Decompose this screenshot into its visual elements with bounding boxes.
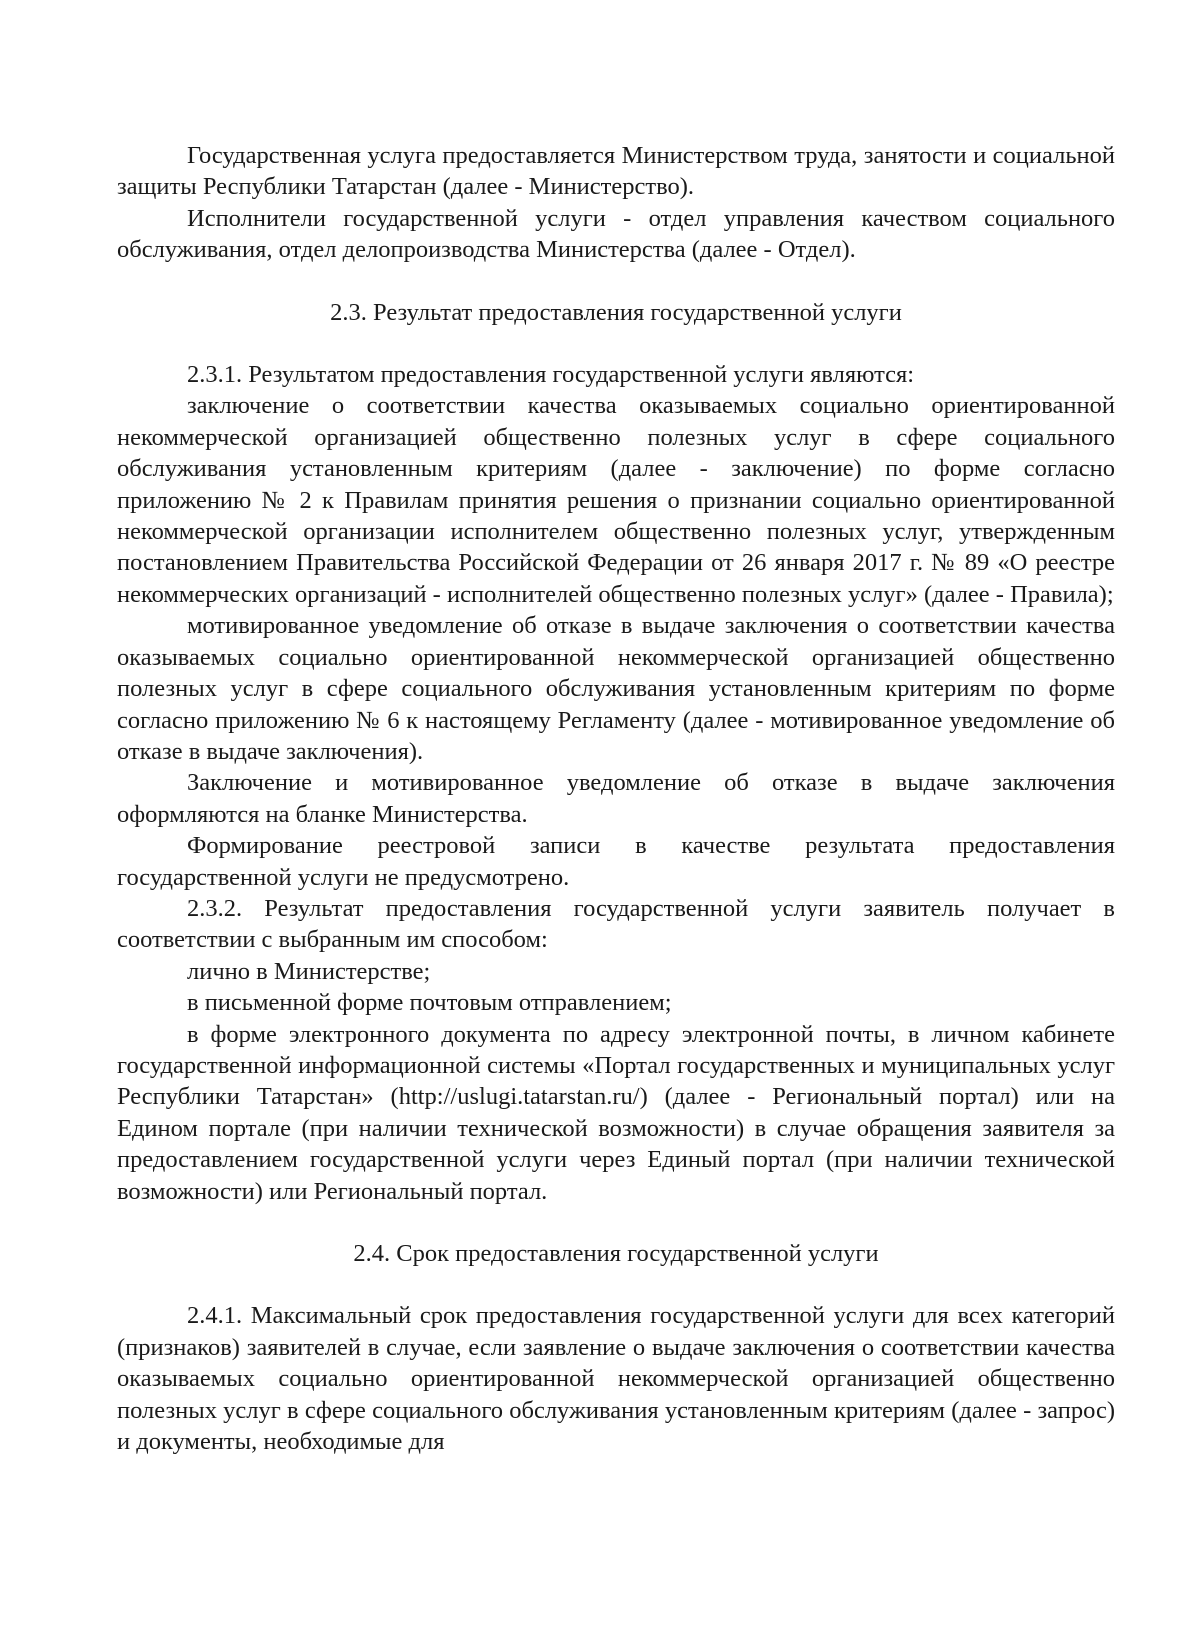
paragraph-refusal-notice: мотивированное уведомление об отказе в выдаче заключения о соответствии качества оказываемых социально ориентированной некоммерческой организацией общественно полезных услуг в сфере социального обслуживания установленным критериям по форме согласно приложению № 6 к настоящему Регламенту (далее - мотивированное уведомление об отказе в выдаче заключения). [117,612,1115,765]
paragraph-registry: Формирование реестровой записи в качестве результата предоставления государственной услуги не предусмотрено. [117,832,1115,891]
paragraph-2-4-1: 2.4.1. Максимальный срок предоставления государственной услуги для всех категорий (признаков) заявителей в случае, если заявление о выдаче заключения о соответствии качества оказываемых социально ориентированной некоммерческой организацией общественно полезных услуг в сфере социального обслуживания установленным критериям (далее - запрос) и документы, необходимые для [117,1302,1115,1456]
paragraph-blank: Заключение и мотивированное уведомление об отказе в выдаче заключения оформляются на бланке Министерства. [117,769,1115,828]
paragraph-2-3-2: 2.3.2. Результат предоставления государственной услуги заявитель получает в соответствии с выбранным им способом: [117,894,1115,954]
list-item-by-mail: в письменной форме почтовым отправлением; [187,989,672,1017]
paragraph-2-3-1: 2.3.1. Результатом предоставления государственной услуги являются: [187,361,915,389]
intro-paragraph-2: Исполнители государственной услуги - отдел управления качеством социального обслуживания, отдел делопроизводства Министерства (далее - Отдел). [117,204,1115,264]
list-item-electronic: в форме электронного документа по адресу электронной почты, в личном кабинете государственной информационной системы «Портал государственных и муниципальных услуг Республики Татарстан» (http://uslugi.tatarstan.ru/) (далее - Региональный портал) или на Едином портале (при наличии технической возможности) в случае обращения заявителя за предоставлением государственной услуги через Единый портал (при наличии технической возможности) или Региональный портал. [117,1020,1115,1205]
section-heading-2-3: 2.3. Результат предоставления государственной услуги [330,298,902,326]
paragraph-conclusion: заключение о соответствии качества оказываемых социально ориентированной некоммерческой организацией общественно полезных услуг в сфере социального обслуживания установленным критериям (далее - заключение) по форме согласно приложению № 2 к Правилам принятия решения о признании социально ориентированной некоммерческой организации исполнителем общественно полезных услуг, утвержденным постановлением Правительства Российской Федерации от 26 января 2017 г. № 89 «О реестре некоммерческих организаций - исполнителей общественно полезных услуг» (далее - Правила); [117,392,1115,608]
section-heading-2-4: 2.4. Срок предоставления государственной услуги [353,1240,879,1267]
list-item-in-person: лично в Министерстве; [187,957,431,985]
intro-paragraph-1: Государственная услуга предоставляется Министерством труда, занятости и социальной защиты Республики Татарстан (далее - Министерство). [117,142,1115,201]
